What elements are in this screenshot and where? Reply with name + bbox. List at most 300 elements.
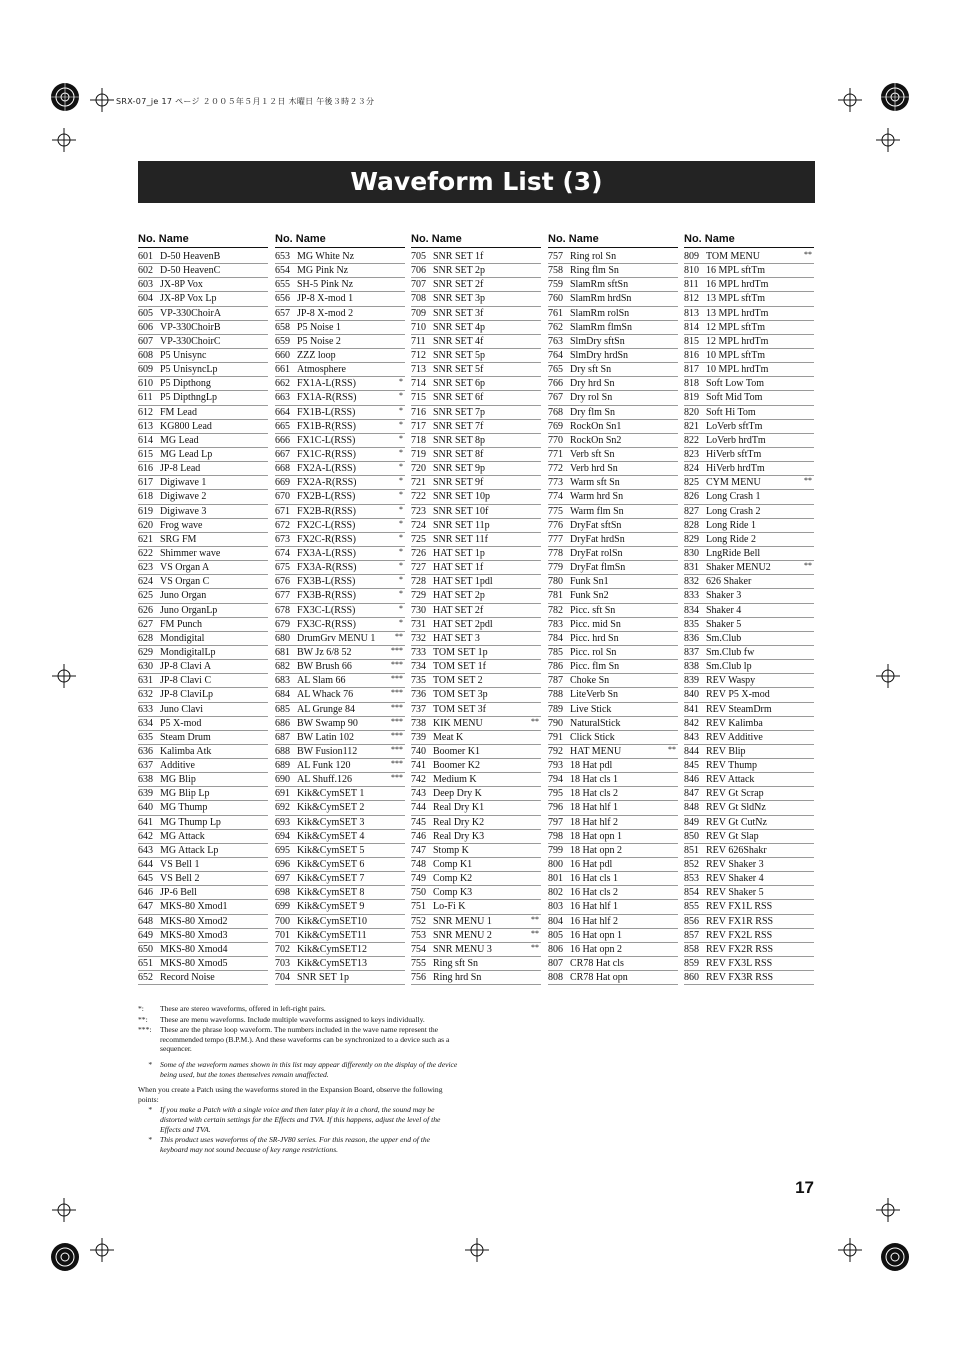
table-row — [548, 363, 678, 377]
table-row — [548, 943, 678, 957]
waveform-name: HAT SET 1f — [433, 562, 484, 574]
waveform-number: 605 — [138, 307, 153, 319]
table-row — [411, 632, 541, 646]
table-row — [684, 377, 814, 391]
waveform-number: 719 — [411, 448, 426, 460]
waveform-number: 767 — [548, 392, 563, 404]
table-row — [275, 886, 405, 900]
waveform-name: VP-330ChoirB — [160, 321, 221, 333]
table-row — [411, 688, 541, 702]
waveform-number: 733 — [411, 646, 426, 658]
table-row — [275, 505, 405, 519]
waveform-name: HAT SET 2pdl — [433, 618, 493, 630]
table-row — [684, 391, 814, 405]
header-no: No. — [275, 233, 293, 245]
waveform-name: Choke Sn — [570, 675, 610, 687]
table-row — [548, 547, 678, 561]
table-row — [411, 872, 541, 886]
table-row — [275, 476, 405, 490]
table-row — [275, 250, 405, 264]
waveform-number: 740 — [411, 745, 426, 757]
table-row — [275, 420, 405, 434]
table-row — [548, 307, 678, 321]
table-row — [411, 858, 541, 872]
waveform-name: P5 Unisync — [160, 349, 207, 361]
waveform-name: 16 MPL hrdTm — [706, 279, 769, 291]
table-row — [138, 250, 268, 264]
waveform-table — [138, 232, 815, 992]
waveform-number: 746 — [411, 830, 426, 842]
waveform-rows — [275, 250, 405, 985]
table-row — [411, 816, 541, 830]
waveform-name: MG Lead Lp — [160, 448, 213, 460]
waveform-name: SNR SET 11p — [433, 519, 490, 531]
table-row — [275, 391, 405, 405]
waveform-number: 808 — [548, 972, 563, 984]
waveform-name: DryFat rolSn — [570, 547, 623, 559]
waveform-number: 797 — [548, 816, 563, 828]
column-header — [684, 232, 814, 248]
waveform-number: 611 — [138, 392, 153, 404]
crosshair-mark-bottom-left — [90, 1238, 114, 1262]
table-row — [411, 250, 541, 264]
waveform-number: 700 — [275, 915, 290, 927]
table-row — [684, 971, 814, 985]
table-row — [275, 674, 405, 688]
waveform-number: 718 — [411, 434, 426, 446]
waveform-name: DryFat flmSn — [570, 562, 626, 574]
waveform-number: 629 — [138, 646, 153, 658]
waveform-number: 842 — [684, 717, 699, 729]
waveform-number: 844 — [684, 745, 699, 757]
waveform-number: 671 — [275, 505, 290, 517]
waveform-name: Frog wave — [160, 519, 203, 531]
table-row — [138, 476, 268, 490]
waveform-footnote-mark: *** — [391, 702, 403, 712]
table-row — [684, 957, 814, 971]
waveform-number: 860 — [684, 972, 699, 984]
waveform-footnote-mark: *** — [391, 759, 403, 769]
table-row — [411, 844, 541, 858]
table-row — [275, 264, 405, 278]
waveform-name: REV Blip — [706, 745, 746, 757]
table-row — [684, 307, 814, 321]
table-row — [684, 250, 814, 264]
waveform-number: 669 — [275, 477, 290, 489]
table-row — [138, 349, 268, 363]
crosshair-mark-right-top — [876, 128, 900, 152]
waveform-name: MG White Nz — [297, 251, 355, 262]
waveform-number: 633 — [138, 703, 153, 715]
waveform-number: 676 — [275, 576, 290, 588]
waveform-name: MG Lead — [160, 434, 199, 446]
table-row — [275, 618, 405, 632]
waveform-name: 18 Hat cls 1 — [570, 774, 619, 786]
waveform-name: Additive — [160, 760, 195, 772]
waveform-number: 836 — [684, 632, 699, 644]
table-row — [138, 787, 268, 801]
table-row — [548, 448, 678, 462]
waveform-number: 774 — [548, 491, 563, 503]
table-row — [275, 717, 405, 731]
waveform-name: SNR SET 10f — [433, 505, 489, 517]
waveform-number: 679 — [275, 618, 290, 630]
table-row — [684, 490, 814, 504]
waveform-name: Record Noise — [160, 972, 215, 984]
waveform-number: 721 — [411, 477, 426, 489]
waveform-number: 687 — [275, 731, 290, 743]
waveform-number: 639 — [138, 788, 153, 800]
table-row — [684, 533, 814, 547]
waveform-number: 681 — [275, 646, 290, 658]
table-row — [548, 773, 678, 787]
waveform-name: REV Thump — [706, 760, 758, 772]
waveform-number: 731 — [411, 618, 426, 630]
waveform-name: Kik&CymSET 7 — [297, 873, 365, 885]
waveform-number: 728 — [411, 576, 426, 588]
waveform-number: 829 — [684, 533, 699, 545]
waveform-footnote-mark: ** — [804, 250, 812, 259]
waveform-number: 765 — [548, 364, 563, 376]
table-row — [684, 674, 814, 688]
waveform-number: 653 — [275, 251, 290, 262]
header-no: No. — [411, 233, 429, 245]
waveform-number: 711 — [411, 335, 426, 347]
table-row — [684, 858, 814, 872]
waveform-number: 622 — [138, 547, 153, 559]
waveform-footnote-mark: *** — [391, 660, 403, 670]
table-row — [411, 943, 541, 957]
waveform-number: 762 — [548, 321, 563, 333]
waveform-number: 803 — [548, 901, 563, 913]
waveform-name: SNR SET 9p — [433, 463, 486, 475]
waveform-number: 698 — [275, 887, 290, 899]
waveform-number: 840 — [684, 689, 699, 701]
waveform-name: 10 MPL hrdTm — [706, 364, 769, 376]
waveform-number: 709 — [411, 307, 426, 319]
footnote-stereo — [138, 1004, 458, 1014]
table-row — [275, 801, 405, 815]
waveform-name: 12 MPL hrdTm — [706, 335, 769, 347]
waveform-name: Picc. hrd Sn — [570, 632, 619, 644]
waveform-name: 16 Hat opn 1 — [570, 929, 622, 941]
waveform-name: Shaker 4 — [706, 604, 742, 616]
waveform-name: 12 MPL sftTm — [706, 321, 766, 333]
table-row — [411, 674, 541, 688]
waveform-name: Kik&CymSET 6 — [297, 859, 365, 871]
waveform-name: Comp K1 — [433, 859, 473, 871]
waveform-name: Real Dry K2 — [433, 816, 485, 828]
table-row — [138, 377, 268, 391]
waveform-name: Real Dry K1 — [433, 802, 485, 814]
table-row — [684, 703, 814, 717]
table-row — [411, 660, 541, 674]
table-row — [684, 406, 814, 420]
table-row — [275, 292, 405, 306]
waveform-number: 672 — [275, 519, 290, 531]
waveform-number: 673 — [275, 533, 290, 545]
waveform-name: REV Shaker 5 — [706, 887, 764, 899]
waveform-number: 742 — [411, 774, 426, 786]
waveform-footnote-mark: * — [399, 391, 403, 401]
table-row — [684, 547, 814, 561]
waveform-name: DryFat hrdSn — [570, 533, 625, 545]
waveform-name: Boomer K1 — [433, 745, 480, 757]
column-header — [275, 232, 405, 248]
waveform-name: SNR SET 7f — [433, 420, 484, 432]
table-row — [684, 886, 814, 900]
waveform-footnote-mark: * — [399, 603, 403, 613]
waveform-name: 13 MPL sftTm — [706, 293, 766, 305]
waveform-name: SlamRm flmSn — [570, 321, 632, 333]
waveform-number: 782 — [548, 604, 563, 616]
waveform-name: Picc. flm Sn — [570, 661, 620, 673]
table-row — [411, 505, 541, 519]
waveform-number: 635 — [138, 731, 153, 743]
waveform-name: Juno Clavi — [160, 703, 204, 715]
waveform-number: 617 — [138, 477, 153, 489]
waveform-column-1 — [138, 232, 268, 985]
table-row — [275, 915, 405, 929]
table-row — [684, 462, 814, 476]
waveform-number: 745 — [411, 816, 426, 828]
table-row — [411, 759, 541, 773]
waveform-name: 18 Hat opn 2 — [570, 844, 622, 856]
waveform-number: 649 — [138, 929, 153, 941]
table-row — [411, 561, 541, 575]
waveform-number: 712 — [411, 349, 426, 361]
table-row — [684, 830, 814, 844]
waveform-name: HiVerb sftTm — [706, 448, 762, 460]
waveform-name: JP-8 X-mod 2 — [297, 307, 354, 319]
table-row — [275, 278, 405, 292]
waveform-number: 793 — [548, 760, 563, 772]
waveform-footnote-mark: *** — [391, 645, 403, 655]
waveform-number: 670 — [275, 491, 290, 503]
waveform-name: SNR SET 4p — [433, 321, 486, 333]
table-row — [411, 321, 541, 335]
table-row — [138, 915, 268, 929]
waveform-number: 707 — [411, 279, 426, 291]
waveform-name: REV FX3R RSS — [706, 972, 774, 984]
table-row — [411, 462, 541, 476]
waveform-number: 727 — [411, 562, 426, 574]
waveform-number: 792 — [548, 745, 563, 757]
waveform-footnote-mark: *** — [391, 716, 403, 726]
waveform-name: BW Swamp 90 — [297, 717, 358, 729]
waveform-name: MondigitalLp — [160, 646, 216, 658]
waveform-name: JP-8 ClaviLp — [160, 689, 214, 701]
waveform-name: SRG FM — [160, 533, 197, 545]
waveform-name: D-50 HeavenC — [160, 265, 221, 277]
header-name: Name — [704, 233, 735, 245]
waveform-name: Kalimba Atk — [160, 745, 212, 757]
waveform-number: 694 — [275, 830, 290, 842]
header-no: No. — [684, 233, 702, 245]
waveform-number: 654 — [275, 265, 290, 277]
table-row — [411, 773, 541, 787]
waveform-number: 660 — [275, 349, 290, 361]
waveform-name: CYM MENU — [706, 477, 761, 489]
waveform-name: Steam Drum — [160, 731, 211, 743]
table-row — [275, 688, 405, 702]
page-title: Waveform List (3) — [138, 161, 815, 203]
waveform-name: MKS-80 Xmod1 — [160, 901, 228, 913]
waveform-name: Warm flm Sn — [570, 505, 624, 517]
table-row — [275, 646, 405, 660]
waveform-number: 760 — [548, 293, 563, 305]
waveform-number: 722 — [411, 491, 426, 503]
waveform-number: 818 — [684, 378, 699, 390]
waveform-name: Shaker 3 — [706, 590, 742, 602]
waveform-name: P5 DipthngLp — [160, 392, 217, 404]
table-row — [138, 292, 268, 306]
waveform-name: Shaker MENU2 — [706, 562, 771, 574]
waveform-number: 755 — [411, 958, 426, 970]
table-row — [548, 321, 678, 335]
waveform-footnote-mark: * — [399, 504, 403, 514]
waveform-name: TOM SET 3f — [433, 703, 486, 715]
table-row — [275, 335, 405, 349]
waveform-name: MKS-80 Xmod5 — [160, 958, 228, 970]
waveform-number: 749 — [411, 873, 426, 885]
waveform-name: FM Punch — [160, 618, 202, 630]
waveform-name: JP-8 Clavi C — [160, 675, 212, 687]
waveform-number: 810 — [684, 265, 699, 277]
table-row — [138, 816, 268, 830]
waveform-name: Verb hrd Sn — [570, 463, 618, 475]
table-row — [275, 773, 405, 787]
waveform-name: Long Crash 1 — [706, 491, 761, 503]
column-header — [138, 232, 268, 248]
waveform-number: 780 — [548, 576, 563, 588]
table-row — [684, 264, 814, 278]
waveform-name: 16 Hat cls 1 — [570, 873, 619, 885]
waveform-number: 703 — [275, 958, 290, 970]
waveform-number: 777 — [548, 533, 563, 545]
waveform-name: FX1C-R(RSS) — [297, 448, 356, 460]
header-name: Name — [158, 233, 189, 245]
waveform-number: 778 — [548, 547, 563, 559]
waveform-footnote-mark: * — [399, 377, 403, 387]
table-row — [684, 731, 814, 745]
table-row — [411, 476, 541, 490]
table-row — [138, 745, 268, 759]
table-row — [548, 745, 678, 759]
table-row — [275, 307, 405, 321]
waveform-number: 730 — [411, 604, 426, 616]
table-row — [684, 561, 814, 575]
waveform-name: SNR SET 11f — [433, 533, 489, 545]
waveform-name: SNR SET 5p — [433, 349, 486, 361]
table-row — [548, 688, 678, 702]
waveform-number: 787 — [548, 675, 563, 687]
table-row — [411, 264, 541, 278]
waveform-name: DrumGrv MENU 1 — [297, 632, 376, 644]
waveform-number: 772 — [548, 463, 563, 475]
point-key-range — [138, 1135, 458, 1154]
waveform-number: 847 — [684, 788, 699, 800]
table-row — [684, 278, 814, 292]
waveform-name: REV Gt Slap — [706, 830, 759, 842]
waveform-footnote-mark: * — [399, 405, 403, 415]
waveform-name: SNR SET 4f — [433, 335, 484, 347]
waveform-number: 631 — [138, 675, 153, 687]
table-row — [684, 745, 814, 759]
table-row — [548, 420, 678, 434]
waveform-number: 724 — [411, 519, 426, 531]
waveform-name: REV FX2R RSS — [706, 943, 774, 955]
table-row — [138, 801, 268, 815]
waveform-number: 625 — [138, 590, 153, 602]
table-row — [275, 462, 405, 476]
waveform-number: 603 — [138, 279, 153, 291]
waveform-number: 834 — [684, 604, 699, 616]
header-no: No. — [548, 233, 566, 245]
table-row — [548, 703, 678, 717]
waveform-name: REV SteamDrm — [706, 703, 772, 715]
waveform-number: 754 — [411, 943, 426, 955]
waveform-number: 832 — [684, 576, 699, 588]
table-row — [138, 547, 268, 561]
waveform-name: Funk Sn1 — [570, 576, 609, 588]
waveform-number: 838 — [684, 661, 699, 673]
waveform-name: Funk Sn2 — [570, 590, 609, 602]
waveform-footnote-mark: *** — [391, 744, 403, 754]
waveform-name: REV FX1L RSS — [706, 901, 773, 913]
waveform-number: 643 — [138, 844, 153, 856]
waveform-name: HAT SET 1p — [433, 547, 485, 559]
waveform-name: REV FX1R RSS — [706, 915, 774, 927]
waveform-number: 715 — [411, 392, 426, 404]
waveform-number: 697 — [275, 873, 290, 885]
waveform-number: 713 — [411, 364, 426, 376]
waveform-number: 801 — [548, 873, 563, 885]
waveform-number: 750 — [411, 887, 426, 899]
waveform-number: 784 — [548, 632, 563, 644]
waveform-name: LngRide Bell — [706, 547, 761, 559]
table-row — [275, 349, 405, 363]
table-row — [548, 886, 678, 900]
waveform-number: 626 — [138, 604, 153, 616]
table-row — [275, 490, 405, 504]
waveform-column-4 — [548, 232, 678, 985]
waveform-number: 683 — [275, 675, 290, 687]
table-row — [138, 646, 268, 660]
footnote-menu — [138, 1015, 458, 1025]
table-row — [138, 943, 268, 957]
waveform-name: FX2B-L(RSS) — [297, 491, 356, 503]
table-row — [684, 434, 814, 448]
waveform-name: Boomer K2 — [433, 760, 480, 772]
waveform-rows — [684, 250, 814, 985]
table-row — [138, 971, 268, 985]
waveform-name: Ring flm Sn — [570, 265, 619, 277]
waveform-name: 16 MPL sftTm — [706, 265, 766, 277]
waveform-number: 790 — [548, 717, 563, 729]
table-row — [275, 533, 405, 547]
waveform-name: VP-330ChoirA — [160, 307, 222, 319]
waveform-name: SNR MENU 3 — [433, 943, 492, 955]
waveform-number: 817 — [684, 364, 699, 376]
waveform-name: FX3A-L(RSS) — [297, 547, 356, 559]
waveform-number: 841 — [684, 703, 699, 715]
crosshair-mark-bottom-center — [465, 1238, 489, 1262]
waveform-footnote-mark: * — [399, 476, 403, 486]
waveform-name: TOM SET 1f — [433, 661, 486, 673]
waveform-name: SNR SET 3p — [433, 293, 486, 305]
waveform-name: Kik&CymSET12 — [297, 943, 368, 955]
